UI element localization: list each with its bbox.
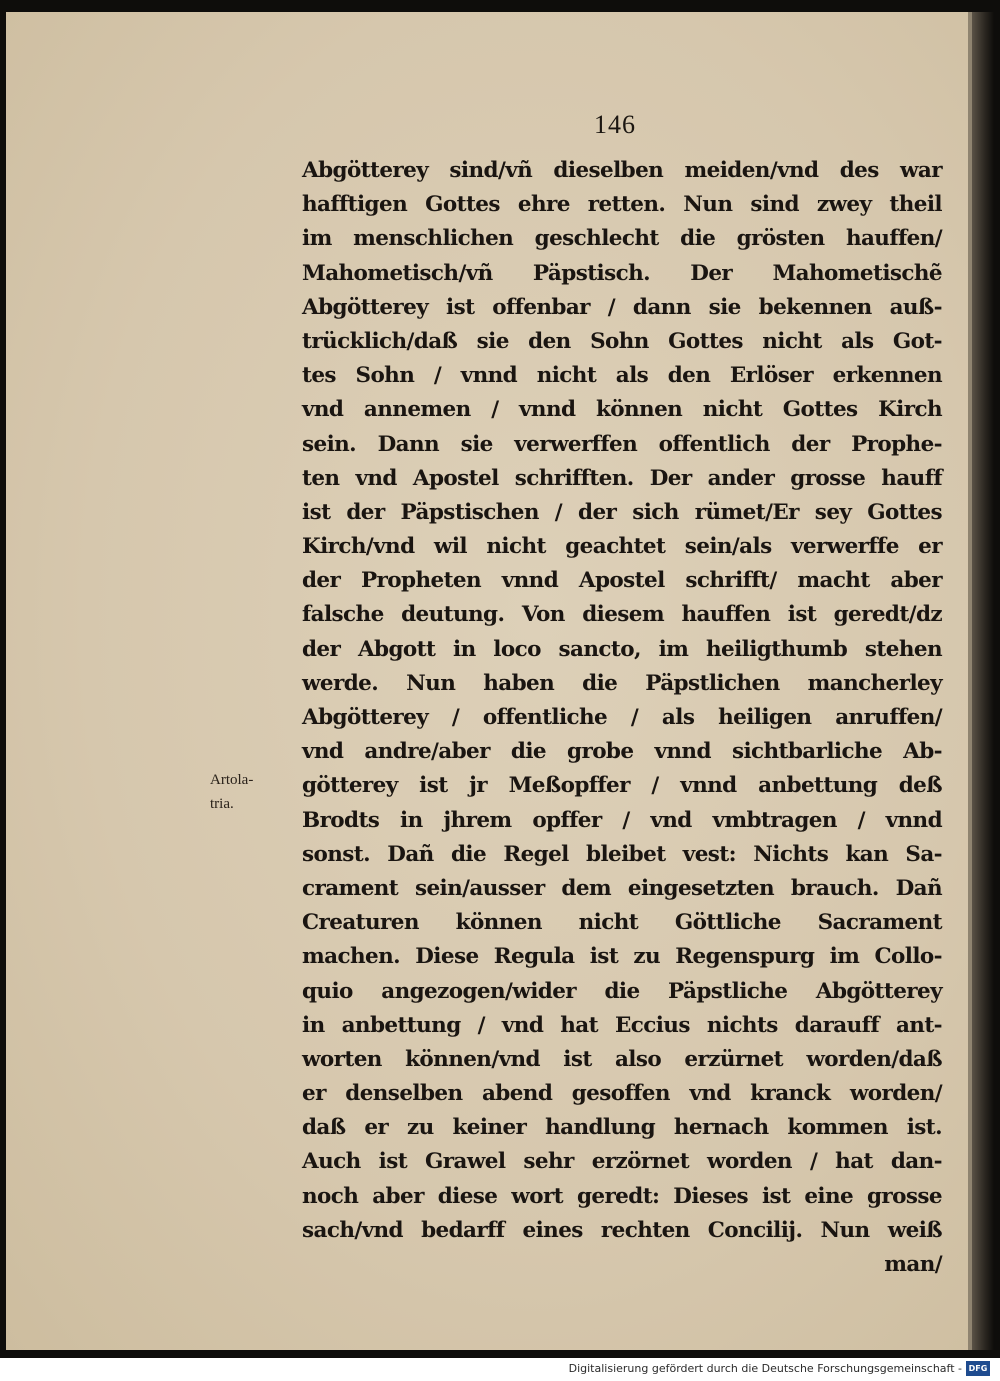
margin-note	[210, 768, 280, 816]
text-line: trücklich/daß sie den Sohn Gottes nicht als Got-	[302, 328, 942, 354]
text-line: sonst. Dañ die Regel bleibet vest: Nichts kan Sa-	[302, 841, 942, 867]
text-line: der Abgott in loco sancto, im heiligthumb stehen	[302, 636, 942, 662]
text-line: quio angezogen/wider die Päpstliche Abgötterey	[302, 978, 942, 1004]
text-line: vnd andre/aber die grobe vnnd sichtbarliche Ab-	[302, 739, 942, 765]
text-line: vnd annemen / vnnd können nicht Gottes Kirch	[302, 397, 942, 423]
text-line: tes Sohn / vnnd nicht als den Erlöser erkennen	[302, 363, 942, 389]
text-line: crament sein/ausser dem eingesetzten brauch. Dañ	[302, 875, 942, 901]
text-line: noch aber diese wort geredt: Dieses ist eine grosse	[302, 1183, 942, 1209]
body-text	[302, 154, 942, 1282]
margin-note-line: tria.	[210, 796, 234, 812]
text-line: Abgötterey sind/vñ dieselben meiden/vnd des war	[302, 158, 942, 183]
text-line: Auch ist Grawel sehr erzörnet worden / hat dan-	[302, 1149, 942, 1175]
text-line: in anbettung / vnd hat Eccius nichts darauff ant-	[302, 1012, 942, 1038]
text-line: götterey ist jr Meßopffer / vnnd anbettung deß	[302, 773, 942, 799]
text-line: Abgötterey ist offenbar / dann sie bekennen auß-	[302, 294, 942, 320]
text-line: Abgötterey / offentliche / als heiligen anruffen/	[302, 705, 942, 730]
text-line: sein. Dann sie verwerffen offentlich der Prophe-	[302, 431, 942, 457]
margin-note-line: Artola-	[210, 772, 254, 788]
text-line: worten können/vnd ist also erzürnet worden/daß	[302, 1046, 942, 1072]
page-number: 146	[594, 110, 636, 139]
text-line: machen. Diese Regula ist zu Regenspurg im Collo-	[302, 944, 942, 970]
text-line: ten vnd Apostel schrifften. Der ander grosse hauff	[302, 465, 942, 491]
text-line: Kirch/vnd wil nicht geachtet sein/als verwerffe er	[302, 534, 942, 560]
text-line: falsche deutung. Von diesem hauffen ist geredt/dz	[302, 602, 942, 628]
text-line: der Propheten vnnd Apostel schrifft/ macht aber	[302, 568, 942, 594]
text-line: Brodts in jhrem opffer / vnd vmbtragen / vnnd	[302, 807, 942, 833]
text-line: werde. Nun haben die Päpstlichen mancherley	[302, 670, 942, 696]
funding-notice: Digitalisierung gefördert durch die Deutsche Forschungsgemeinschaft -	[568, 1362, 962, 1375]
text-line: im menschlichen geschlecht die grösten hauffen/	[302, 226, 942, 252]
text-line: sach/vnd bedarff eines rechten Concilij. Nun weiß	[302, 1217, 942, 1243]
catchword: man/	[884, 1252, 942, 1277]
text-line: Creaturen können nicht Göttliche Sacrament	[302, 910, 942, 936]
text-line: hafftigen Gottes ehre retten. Nun sind zwey theil	[302, 192, 942, 218]
text-line: er denselben abend gesoffen vnd kranck worden/	[302, 1081, 942, 1107]
page-edge-shadow	[972, 12, 994, 1350]
text-line: Mahometisch/vñ Päpstisch. Der Mahometischẽ	[302, 260, 942, 286]
book-page	[6, 12, 974, 1350]
text-line: daß er zu keiner handlung hernach kommen ist.	[302, 1115, 942, 1141]
footer-bar	[0, 1358, 1000, 1381]
text-line: ist der Päpstischen / der sich rümet/Er sey Gottes	[302, 499, 942, 525]
dfg-logo-icon: DFG	[966, 1361, 990, 1376]
